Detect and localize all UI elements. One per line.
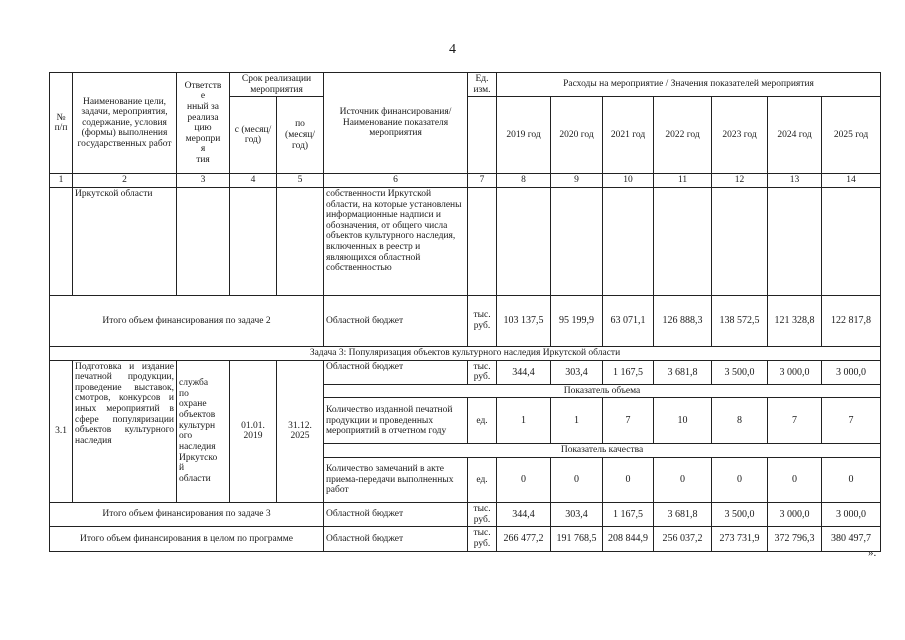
- total-program-value: 191 768,5: [551, 527, 603, 551]
- item31-responsible-line: ого: [179, 431, 193, 442]
- item31-budget-value: 303,4: [551, 360, 603, 384]
- column-number: 11: [654, 174, 712, 188]
- header-col-end: по (месяц/ год): [277, 97, 324, 174]
- column-number: 1: [50, 174, 73, 188]
- quality-value: 0: [768, 458, 822, 503]
- total-program-unit: тыс. руб.: [468, 527, 497, 551]
- empty-cell: [822, 187, 881, 295]
- column-number: 8: [497, 174, 551, 188]
- column-number: 7: [468, 174, 497, 188]
- empty-cell: [551, 187, 603, 295]
- total-task3-label: Итого объем финансирования по задаче 3: [50, 503, 324, 527]
- empty-cell: [230, 187, 277, 295]
- total-program-label: Итого объем финансирования в целом по программе: [50, 527, 324, 551]
- header-year: 2021 год: [603, 97, 654, 174]
- total-task2-value: 138 572,5: [712, 295, 768, 346]
- empty-cell: [768, 187, 822, 295]
- header-row-1: [50, 73, 881, 97]
- volume-header: Показатель объема: [324, 384, 881, 398]
- header-col-start: с (месяц/ год): [230, 97, 277, 174]
- empty-cell: [468, 187, 497, 295]
- volume-value: 7: [768, 398, 822, 444]
- total-program-value: 266 477,2: [497, 527, 551, 551]
- task3-header-row: [50, 346, 881, 360]
- item31-budget-value: 1 167,5: [603, 360, 654, 384]
- item31-budget-value: 3 681,8: [654, 360, 712, 384]
- header-year: 2022 год: [654, 97, 712, 174]
- total-task3-value: 1 167,5: [603, 503, 654, 527]
- volume-value: 1: [551, 398, 603, 444]
- quality-name: Количество замечаний в акте приема-передачи выполненных работ: [324, 458, 468, 503]
- empty-cell: [497, 187, 551, 295]
- total-task2-value: 126 888,3: [654, 295, 712, 346]
- item31-budget-value: 3 000,0: [768, 360, 822, 384]
- item31-responsible-line: объектов: [179, 410, 216, 420]
- quality-value: 0: [822, 458, 881, 503]
- item31-budget-unit: тыс. руб.: [468, 360, 497, 384]
- item31-responsible-line: охране: [179, 399, 207, 410]
- item31-budget-value: 3 000,0: [822, 360, 881, 384]
- volume-value: 7: [603, 398, 654, 444]
- column-number: 9: [551, 174, 603, 188]
- empty-cell: [603, 187, 654, 295]
- empty-cell: [50, 187, 73, 295]
- column-number: 14: [822, 174, 881, 188]
- total-task3-source: Областной бюджет: [324, 503, 468, 527]
- column-number: 6: [324, 174, 468, 188]
- column-number: 3: [177, 174, 230, 188]
- header-col-responsible-line: нный за: [187, 101, 219, 112]
- total-task2-source: Областной бюджет: [324, 295, 468, 346]
- header-col-number: № п/п: [50, 73, 73, 174]
- header-col-responsible-line: Ответств: [184, 80, 222, 91]
- total-program-value: 380 497,7: [822, 527, 881, 551]
- empty-cell: [654, 187, 712, 295]
- total-task3-value: 3 500,0: [712, 503, 768, 527]
- item31-responsible-line: Иркутско: [179, 452, 218, 463]
- header-col-unit-blank: [468, 97, 497, 174]
- continuation-name: Иркутской области: [73, 187, 177, 295]
- volume-value: 8: [712, 398, 768, 444]
- total-task3-row: [50, 503, 881, 527]
- total-program-source: Областной бюджет: [324, 527, 468, 551]
- header-col-source: Источник финансирования/ Наименование показателя мероприятия: [324, 73, 468, 174]
- total-task2-unit: тыс. руб.: [468, 295, 497, 346]
- header-col-responsible-line: меропри: [185, 133, 221, 144]
- total-task2-value: 63 071,1: [603, 295, 654, 346]
- total-task2-value: 95 199,9: [551, 295, 603, 346]
- continuation-indicator: собственности Иркутской области, на которые установлены информационные надписи и обозначения, от общего числа объектов культурного наследия, включенных в реестр и являющихся областной собственностью: [324, 187, 468, 295]
- total-task2-value: 103 137,5: [497, 295, 551, 346]
- total-task3-value: 3 681,8: [654, 503, 712, 527]
- item31-name: Подготовка и издание печатной продукции, проведение выставок, смотров, конкурсов и иных мероприятий в сфере популяризации объектов культурного наследия: [73, 360, 177, 503]
- total-task3-unit: тыс. руб.: [468, 503, 497, 527]
- volume-unit: ед.: [468, 398, 497, 444]
- header-col-name: Наименование цели, задачи, мероприятия, содержание, условия (формы) выполнения государственных работ: [73, 73, 177, 174]
- volume-name: Количество изданной печатной продукции и проведенных мероприятий в отчетном году: [324, 398, 468, 444]
- column-number: 5: [277, 174, 324, 188]
- total-program-value: 372 796,3: [768, 527, 822, 551]
- quality-value: 0: [654, 458, 712, 503]
- closing-quote: ».: [868, 547, 877, 559]
- total-task2-value: 122 817,8: [822, 295, 881, 346]
- header-col-responsible-line: я: [200, 144, 206, 155]
- header-col-responsible-line: цию: [194, 123, 212, 134]
- program-table: [49, 72, 881, 552]
- empty-cell: [177, 187, 230, 295]
- header-year: 2024 год: [768, 97, 822, 174]
- item31-responsible-line: области: [179, 473, 211, 484]
- total-program-value: 208 844,9: [603, 527, 654, 551]
- item31-budget-source: Областной бюджет: [324, 360, 468, 384]
- item31-budget-value: 344,4: [497, 360, 551, 384]
- item31-responsible: [177, 360, 230, 503]
- header-expenses-group: Расходы на мероприятие / Значения показателей мероприятия: [497, 73, 881, 97]
- total-task3-value: 344,4: [497, 503, 551, 527]
- task3-header: Задача 3: Популяризация объектов культурного наследия Иркутской области: [50, 346, 881, 360]
- item31-number: 3.1: [50, 360, 73, 503]
- item31-responsible-line: служба: [179, 378, 209, 389]
- quality-value: 0: [712, 458, 768, 503]
- empty-cell: [277, 187, 324, 295]
- total-task2-value: 121 328,8: [768, 295, 822, 346]
- total-task2-label: Итого объем финансирования по задаче 2: [50, 295, 324, 346]
- volume-value: 1: [497, 398, 551, 444]
- column-numbers-row: [50, 174, 881, 188]
- total-task3-value: 303,4: [551, 503, 603, 527]
- header-col-responsible-line: е: [200, 91, 206, 102]
- item31-start: 01.01. 2019: [230, 360, 277, 503]
- volume-value: 7: [822, 398, 881, 444]
- header-col-responsible: [177, 73, 230, 174]
- header-year: 2025 год: [822, 97, 881, 174]
- header-year: 2023 год: [712, 97, 768, 174]
- total-program-value: 273 731,9: [712, 527, 768, 551]
- page-number: 4: [449, 42, 456, 57]
- item31-responsible-line: наследия: [179, 441, 216, 452]
- total-task2-row: [50, 295, 881, 346]
- item31-budget-value: 3 500,0: [712, 360, 768, 384]
- header-year: 2019 год: [497, 97, 551, 174]
- quality-unit: ед.: [468, 458, 497, 503]
- column-number: 4: [230, 174, 277, 188]
- quality-value: 0: [497, 458, 551, 503]
- header-col-responsible-line: тия: [196, 155, 210, 165]
- quality-value: 0: [551, 458, 603, 503]
- column-number: 10: [603, 174, 654, 188]
- item31-responsible-line: культурн: [179, 420, 216, 431]
- total-program-row: [50, 527, 881, 551]
- item31-budget-row: [50, 360, 881, 384]
- header-col-unit: Ед. изм.: [468, 73, 497, 97]
- column-number: 2: [73, 174, 177, 188]
- total-program-value: 256 037,2: [654, 527, 712, 551]
- quality-value: 0: [603, 458, 654, 503]
- continuation-row: [50, 187, 881, 295]
- header-term-group: Срок реализации мероприятия: [230, 73, 324, 97]
- header-col-responsible-line: реализа: [187, 112, 219, 123]
- volume-value: 10: [654, 398, 712, 444]
- header-year: 2020 год: [551, 97, 603, 174]
- item31-responsible-line: по: [179, 388, 189, 399]
- total-task3-value: 3 000,0: [768, 503, 822, 527]
- total-task3-value: 3 000,0: [822, 503, 881, 527]
- quality-header: Показатель качества: [324, 444, 881, 458]
- column-number: 13: [768, 174, 822, 188]
- empty-cell: [712, 187, 768, 295]
- column-number: 12: [712, 174, 768, 188]
- item31-responsible-line: й: [179, 463, 185, 474]
- item31-end: 31.12. 2025: [277, 360, 324, 503]
